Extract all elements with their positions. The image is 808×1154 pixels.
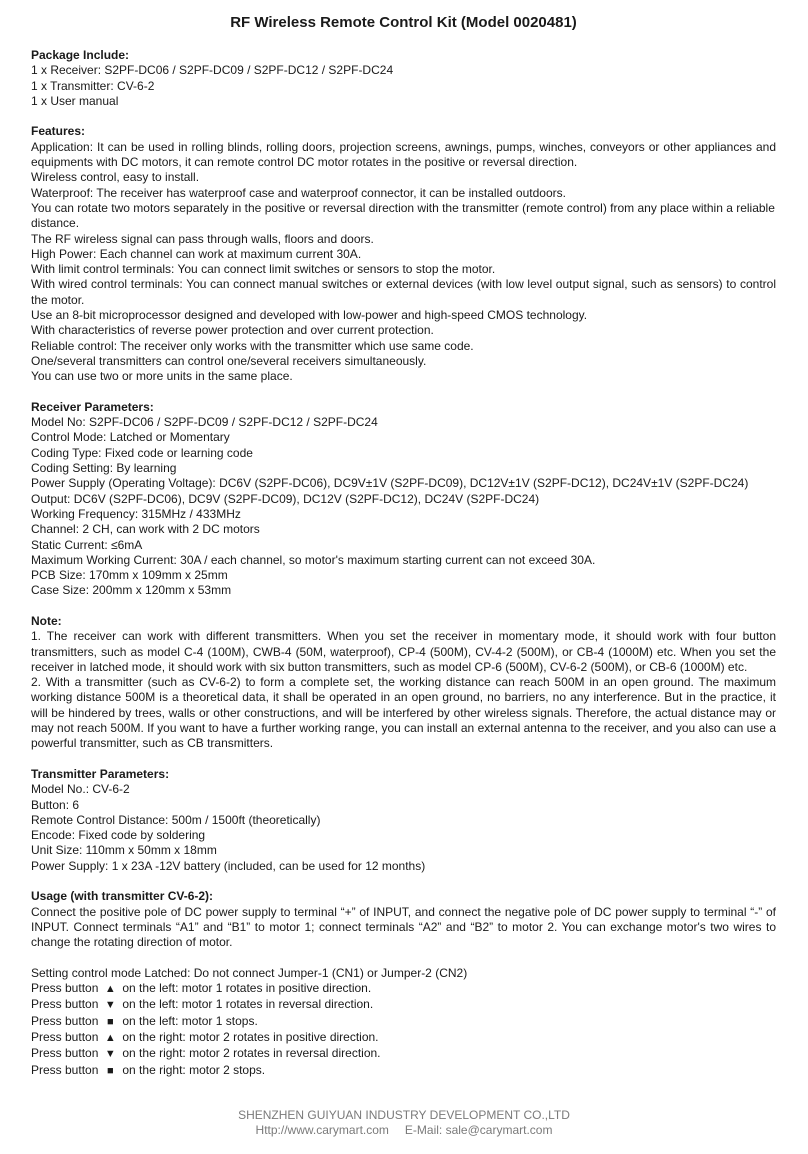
page-footer xyxy=(0,1108,808,1138)
square-stop-icon: ■ xyxy=(107,1015,114,1028)
press-label: Press button xyxy=(31,1013,99,1028)
feature-line: Reliable control: The receiver only works with the transmitter which use same code. xyxy=(31,338,474,353)
receiver-param: PCB Size: 170mm x 109mm x 25mm xyxy=(31,568,228,583)
press-label: Press button xyxy=(31,1030,99,1044)
instruction-text: on the right: motor 2 stops. xyxy=(122,1062,266,1077)
press-label: Press button xyxy=(31,981,99,996)
mode-setting-line: Setting control mode Latched: Do not connect Jumper-1 (CN1) or Jumper-2 (CN2) xyxy=(31,965,468,980)
transmitter-section xyxy=(31,767,776,874)
transmitter-param: Remote Control Distance: 500m / 1500ft (theoretically) xyxy=(31,812,321,827)
button-instruction xyxy=(31,1063,776,1079)
feature-line: You can rotate two motors separately in the positive or reversal direction with the transmitter (remote control) from any place within a reliable distance. xyxy=(31,200,775,231)
feature-line: Waterproof: The receiver has waterproof case and waterproof connector, it can be installed outdoors. xyxy=(31,185,566,200)
usage-section xyxy=(31,889,776,1079)
receiver-param: Power Supply (Operating Voltage): DC6V (S2PF-DC06), DC9V±1V (S2PF-DC09), DC12V±1V (S2PF-DC12), DC24V±1V (S2PF-DC24) xyxy=(31,476,749,491)
receiver-section xyxy=(31,400,776,599)
triangle-up-icon: ▲ xyxy=(104,983,116,996)
receiver-param: Coding Setting: By learning xyxy=(31,461,177,476)
button-instruction xyxy=(31,981,776,997)
note-section xyxy=(31,614,776,752)
press-label: Press button xyxy=(31,1046,99,1061)
receiver-heading: Receiver Parameters: xyxy=(31,399,154,414)
press-label: Press button xyxy=(31,997,99,1012)
button-instruction xyxy=(31,1014,776,1030)
transmitter-param: Unit Size: 110mm x 50mm x 18mm xyxy=(31,843,217,858)
usage-paragraph: Connect the positive pole of DC power supply to terminal “+” of INPUT, and connect the negative pole of DC power supply to terminal “-” of INPUT. Connect terminals “A1” and “B1” to motor 1; connect terminals “A2” and “B2” to motor 2. You can exchange motor's two wires to change the rotating direction of motor. xyxy=(31,904,776,950)
button-instruction xyxy=(31,1046,776,1062)
transmitter-heading: Transmitter Parameters: xyxy=(31,766,170,781)
receiver-param: Channel: 2 CH, can work with 2 DC motors xyxy=(31,522,260,537)
feature-line: Wireless control, easy to install. xyxy=(31,170,200,185)
feature-line: With characteristics of reverse power protection and over current protection. xyxy=(31,323,434,338)
package-line: 1 x User manual xyxy=(31,93,119,108)
feature-line: You can use two or more units in the same place. xyxy=(31,369,293,384)
receiver-param: Model No: S2PF-DC06 / S2PF-DC09 / S2PF-DC12 / S2PF-DC24 xyxy=(31,415,378,430)
instruction-text: on the left: motor 1 rotates in reversal direction. xyxy=(122,997,374,1012)
website-link[interactable]: Http://www.carymart.com xyxy=(255,1123,389,1137)
transmitter-param: Encode: Fixed code by soldering xyxy=(31,828,206,843)
button-instruction xyxy=(31,997,776,1013)
instruction-text: on the left: motor 1 rotates in positive direction. xyxy=(122,981,372,996)
button-instruction xyxy=(31,1030,776,1046)
receiver-param: Maximum Working Current: 30A / each channel, so motor's maximum starting current can not exceed 30A. xyxy=(31,552,596,567)
instruction-text: on the right: motor 2 rotates in positive direction. xyxy=(122,1030,379,1044)
square-stop-icon: ■ xyxy=(107,1064,114,1077)
receiver-param: Working Frequency: 315MHz / 433MHz xyxy=(31,506,241,521)
instruction-text: on the right: motor 2 rotates in reversal direction. xyxy=(122,1046,381,1061)
triangle-down-icon: ▼ xyxy=(104,999,116,1012)
receiver-param: Case Size: 200mm x 120mm x 53mm xyxy=(31,583,232,598)
press-label: Press button xyxy=(31,1062,99,1077)
receiver-param: Coding Type: Fixed code or learning code xyxy=(31,445,253,460)
note-heading: Note: xyxy=(31,613,62,628)
receiver-param: Static Current: ≤6mA xyxy=(31,537,143,552)
receiver-param: Output: DC6V (S2PF-DC06), DC9V (S2PF-DC09), DC12V (S2PF-DC12), DC24V (S2PF-DC24) xyxy=(31,491,540,506)
feature-line: The RF wireless signal can pass through walls, floors and doors. xyxy=(31,231,374,246)
feature-line: With limit control terminals: You can connect limit switches or sensors to stop the motor. xyxy=(31,262,496,277)
page-title: RF Wireless Remote Control Kit (Model 0020481) xyxy=(230,14,577,31)
company-name: SHENZHEN GUIYUAN INDUSTRY DEVELOPMENT CO.,LTD xyxy=(238,1108,570,1122)
package-line: 1 x Receiver: S2PF-DC06 / S2PF-DC09 / S2PF-DC12 / S2PF-DC24 xyxy=(31,63,394,78)
transmitter-param: Model No.: CV-6-2 xyxy=(31,782,130,797)
triangle-down-icon: ▼ xyxy=(104,1048,116,1061)
email-link[interactable]: E-Mail: sale@carymart.com xyxy=(404,1123,553,1137)
transmitter-param: Button: 6 xyxy=(31,797,80,812)
note-paragraph: 1. The receiver can work with different transmitters. When you set the receiver in momentary mode, it should work with four button transmitters, such as model C-4 (100M), CWB-4 (50M, waterproof), CP-4 (500M), CV-4-2 (500M), or CB-4 (1000M) etc. When you set the receiver in latched mode, it should work with six button transmitters, such as model CP-6 (500M), CV-6-2 (500M), or CB-6 (1000M) etc. xyxy=(31,629,776,674)
feature-line: With wired control terminals: You can connect manual switches or external devices (with low level output signal, such as sensors) to control the motor. xyxy=(31,277,776,307)
note-paragraph: 2. With a transmitter (such as CV-6-2) to form a complete set, the working distance can reach 500M in an open ground. The maximum working distance 500M is a theoretical data, it shall be operated in an open ground, no barriers, no any interference. But in the practice, it will be hindered by trees, walls or other constructions, and will be interfered by other wireless signals. Therefore, the actual distance may or may not reach 500M. If you want to have a further working range, you can install an external antenna to the receiver, and you also can use a powerful transmitter, such as CB transmitters. xyxy=(31,675,776,751)
features-section xyxy=(31,124,776,384)
package-section xyxy=(31,48,776,109)
feature-line: One/several transmitters can control one/several receivers simultaneously. xyxy=(31,353,427,368)
receiver-param: Control Mode: Latched or Momentary xyxy=(31,430,230,445)
instruction-text: on the left: motor 1 stops. xyxy=(122,1013,258,1028)
transmitter-param: Power Supply: 1 x 23A -12V battery (included, can be used for 12 months) xyxy=(31,858,426,873)
package-heading: Package Include: xyxy=(31,48,130,62)
feature-line: Use an 8-bit microprocessor designed and developed with low-power and high-speed CMOS technology. xyxy=(31,308,588,323)
triangle-up-icon: ▲ xyxy=(104,1032,116,1044)
package-line: 1 x Transmitter: CV-6-2 xyxy=(31,78,155,93)
manual-page xyxy=(31,14,776,1079)
features-heading: Features: xyxy=(31,124,86,139)
feature-line: Application: It can be used in rolling blinds, rolling doors, projection screens, awnings, pumps, winches, conveyors or other appliances and equipments with DC motors, it can remote control DC motor rotates in the positive or reversal direction. xyxy=(31,139,776,170)
feature-line: High Power: Each channel can work at maximum current 30A. xyxy=(31,246,362,261)
usage-heading: Usage (with transmitter CV-6-2): xyxy=(31,889,214,904)
